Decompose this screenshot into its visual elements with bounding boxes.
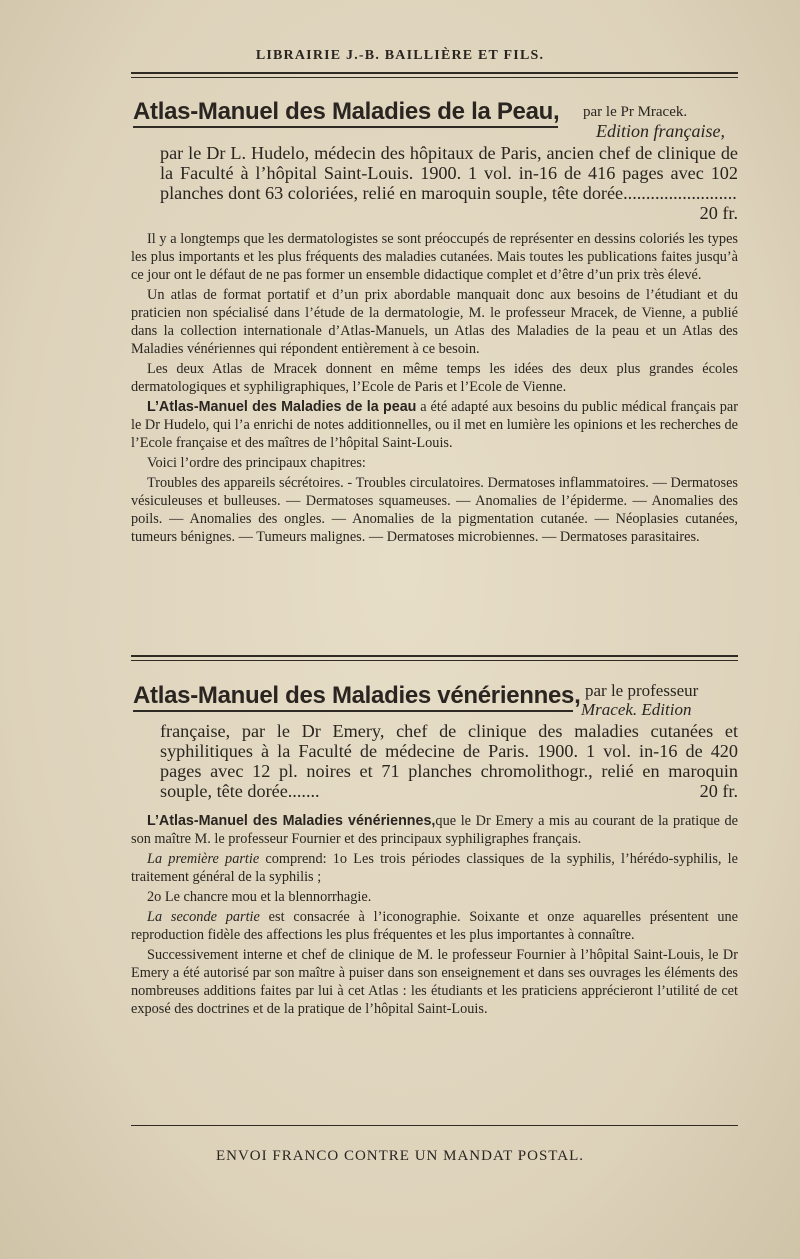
entry2-description xyxy=(131,812,738,1020)
entry1-paragraph-3: Les deux Atlas de Mracek donnent en même temps les idées des deux plus grandes écoles dermatologiques et syphiligraphiques, l’Ecole de Paris et l’Ecole de Vienne. xyxy=(131,361,738,395)
entry2-p4-lead: La seconde partie xyxy=(147,909,260,925)
entry2-paragraph-5: Successivement interne et chef de clinique de M. le professeur Fournier à l’hôpital Saint-Louis, le Dr Emery a été autorisé par son maître à puiser dans son enseignement et dans ses ouvrages les éléments des nombreuses additions faites par lui à cet Atlas : les étudiants et les praticiens apprécieront l’utilité de cet exposé des doctrines et de la pratique de l’hôpital Saint-Louis. xyxy=(131,947,738,1017)
entry2-paragraph-3: 2o Le chancre mou et la blennorrhagie. xyxy=(147,889,372,905)
entry1-description xyxy=(131,230,738,548)
entry1-bib-text: par le Dr L. Hudelo, médecin des hôpitaux de Paris, ancien chef de clinique de la Faculté à l’hôpital Saint-Louis. 1900. 1 vol. in-16 de 416 pages avec 102 planches dont 63 coloriées, relié en maroquin souple, tête dorée......................... xyxy=(160,143,738,203)
entry2-paragraph-1 xyxy=(131,812,738,848)
entry2-bib-text: française, par le Dr Emery, chef de clinique des maladies cutanées et syphilitiques à la Faculté de médecine de Paris. 1900. 1 vol. in-16 de 420 pages avec 12 pl. noires et 71 planches chromolithogr., relié en maroquin souple, tête dorée....... xyxy=(160,721,738,801)
entry2-p1-rest: que le Dr Emery a mis au courant de la pratique de son maître M. le professeur Fournier et des principaux syphiligraphes français. xyxy=(131,813,738,847)
entry2-p1-lead: L’Atlas-Manuel des Maladies vénériennes, xyxy=(147,813,436,829)
entry1-chapters-intro: Voici l’ordre des principaux chapitres: xyxy=(147,455,366,471)
entry1-p4-lead: L’Atlas-Manuel des Maladies de la peau xyxy=(147,399,417,415)
header-rule xyxy=(131,72,738,74)
entry2-title-underline xyxy=(133,710,573,712)
entry2-bibliographic xyxy=(160,721,738,801)
entry1-chapters: Troubles des appareils sécrétoires. - Troubles circulatoires. Dermatoses inflammatoires. — Dermatoses vésiculeuses et bulleuses. — Dermatoses squameuses. — Anomalies de l’épiderme. — Anomalies des poils. — Anomalies des ongles. — Anomalies de la pigmentation cutanée. — Néoplasies cutanées, tumeurs bénignes. — Tumeurs malignes. — Dermatoses microbiennes. — Dermatoses parasitaires. xyxy=(131,475,738,545)
entry2-paragraph-2 xyxy=(131,850,738,886)
entry2-byline-1: par le professeur xyxy=(585,681,699,700)
footer-rule xyxy=(131,1125,738,1126)
running-head: LIBRAIRIE J.-B. BAILLIÈRE ET FILS. xyxy=(255,48,545,63)
entry1-paragraph-4 xyxy=(131,398,738,452)
footer-notice: ENVOI FRANCO CONTRE UN MANDAT POSTAL. xyxy=(215,1148,585,1164)
entry2-price: 20 fr. xyxy=(699,781,738,801)
entry2-p4-rest: est consacrée à l’iconographie. Soixante et onze aquarelles présentent une reproduction fidèle des affections les plus fréquentes et les plus importantes à connaître. xyxy=(131,909,738,943)
header-rule-thin xyxy=(131,77,738,78)
entry2-byline-2: Mracek. Edition xyxy=(581,700,692,719)
entry1-title: Atlas-Manuel des Maladies de la Peau, xyxy=(133,98,560,125)
entry1-paragraph-2: Un atlas de format portatif et d’un prix abordable manquait donc aux besoins de l’étudiant et du praticien non spécialisé dans l’étude de la dermatologie, M. le professeur Mracek, de Vienne, a publié dans la collection internationale d’Atlas-Manuels, un Atlas des Maladies de la peau et un Atlas des Maladies vénériennes qui répondent entièrement à ce besoin. xyxy=(131,287,738,357)
entry1-p4-rest: a été adapté aux besoins du public médical français par le Dr Hudelo, qui l’a enrichi de notes additionnelles, ou il met en lumière les opinions et les recherches de l’Ecole française et des maîtres de l’hôpital Saint-Louis. xyxy=(131,399,738,451)
entry1-bibliographic xyxy=(160,143,738,223)
entry1-edition: Edition française, xyxy=(596,121,725,141)
section-rule-thick xyxy=(131,655,738,657)
entry2-p2-rest: comprend: 1o Les trois périodes classiques de la syphilis, l’hérédo-syphilis, le traitement général de la syphilis ; xyxy=(131,851,738,885)
entry2-title: Atlas-Manuel des Maladies vénériennes, xyxy=(133,682,581,709)
entry2-p2-lead: La première partie xyxy=(147,851,260,867)
entry2-paragraph-4 xyxy=(131,908,738,944)
entry1-title-underline xyxy=(133,126,558,128)
entry1-byline: par le Pr Mracek. xyxy=(583,104,688,120)
entry1-price: 20 fr. xyxy=(699,203,738,223)
entry1-paragraph-1: Il y a longtemps que les dermatologistes se sont préoccupés de représenter en dessins coloriés les types les plus importants et les plus fréquents des maladies cutanées. Mais toutes les publications faites jusqu’à ce jour ont le défaut de ne pas former un ensemble didactique complet et d’être d’un prix très élevé. xyxy=(131,231,738,283)
section-rule-thin xyxy=(131,660,738,661)
